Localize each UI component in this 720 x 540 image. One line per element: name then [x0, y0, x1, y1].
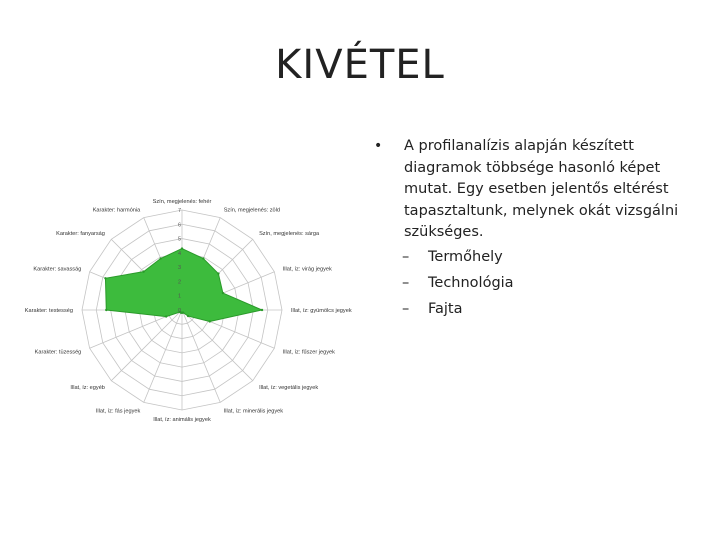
slide-title: KIVÉTEL — [275, 42, 445, 88]
tick-label: 2 — [177, 279, 181, 286]
category-label: Karakter: testesség — [24, 308, 73, 314]
category-label: Illat, íz: gyümölcs jegyek — [291, 308, 352, 314]
sub-bullet-list — [370, 244, 700, 322]
category-label: Karakter: harmónia — [92, 207, 141, 214]
category-label: Illat, íz: egyéb — [70, 385, 105, 392]
sub-bullet-item — [402, 270, 700, 296]
data-point — [181, 247, 183, 249]
category-label: Illat, íz: animális jegyek — [153, 417, 211, 423]
data-point — [159, 257, 161, 259]
category-label: Illat, íz: virág jegyek — [282, 266, 332, 273]
data-point — [142, 270, 144, 272]
grid-spoke — [182, 310, 253, 381]
sub-bullet-text: Termőhely — [428, 248, 503, 265]
category-label: Illat, íz: fűszer jegyek — [282, 349, 335, 356]
data-point — [217, 272, 219, 274]
category-label: Karakter: tüzesség — [34, 349, 82, 356]
tick-label: 3 — [177, 265, 181, 272]
category-label: Illat, íz: vegetális jegyek — [259, 385, 319, 392]
data-point — [105, 309, 107, 311]
bullet-marker: • — [374, 138, 383, 154]
tick-label: 4 — [177, 250, 181, 257]
bullet-item — [370, 136, 700, 244]
dash-marker: – — [402, 248, 410, 265]
data-point — [187, 315, 189, 317]
category-label: Karakter: fanyarság — [56, 230, 105, 237]
radar-chart — [24, 188, 364, 423]
tick-label: 7 — [177, 208, 181, 214]
tick-label: 6 — [177, 222, 181, 229]
series-area — [105, 249, 262, 322]
grid-spoke — [111, 310, 182, 381]
sub-bullet-text: Technológia — [428, 274, 514, 291]
data-point — [104, 277, 106, 279]
data-point — [165, 315, 167, 317]
dash-marker: – — [402, 300, 410, 317]
data-point — [261, 309, 263, 311]
category-label: Karakter: savasság — [33, 266, 82, 273]
data-point — [202, 257, 204, 259]
category-label: Szín, megjelenés: sárga — [259, 230, 320, 237]
sub-bullet-text: Fajta — [428, 300, 463, 317]
bullet-list — [370, 136, 700, 322]
data-point — [209, 320, 211, 322]
data-point — [222, 292, 224, 294]
category-label: Illat, íz: minerális jegyek — [223, 408, 284, 415]
tick-label: 5 — [177, 236, 181, 243]
sub-bullet-item — [402, 296, 700, 322]
dash-marker: – — [402, 274, 410, 291]
bullet-text: A profilanalízis alapján készített diagramok többsége hasonló képet mutat. Egy esetben jelentős eltérést tapasztaltunk, melynek okát vizsgálni szükséges. — [404, 138, 679, 240]
tick-label: 0 — [177, 308, 181, 314]
sub-bullet-item — [402, 244, 700, 270]
tick-label: 1 — [177, 293, 181, 300]
category-label: Illat, íz: fás jegyek — [95, 408, 141, 415]
category-label: Szín, megjelenés: zöld — [223, 207, 280, 214]
category-label: Szín, megjelenés: fehér — [152, 199, 212, 205]
